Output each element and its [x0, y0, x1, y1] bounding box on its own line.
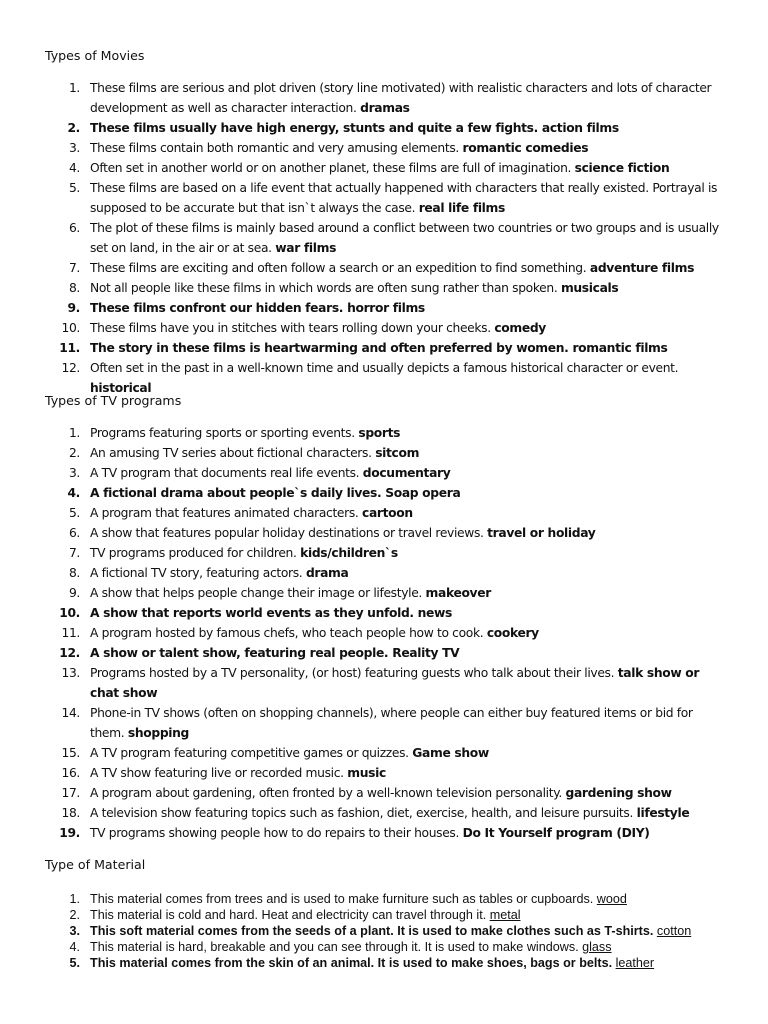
item-answer: travel or holiday [487, 526, 596, 540]
item-answer: Soap opera [385, 486, 461, 500]
item-number: 1. [68, 426, 80, 440]
item-number: 6. [68, 526, 80, 540]
item-number: 7. [68, 261, 80, 275]
item-answer: romantic comedies [462, 141, 589, 155]
item-answer: cartoon [362, 506, 413, 520]
item-answer: makeover [425, 586, 491, 600]
item-answer: glass [582, 940, 612, 954]
item-answer: Reality TV [392, 646, 460, 660]
item-answer: Do It Yourself program (DIY) [462, 826, 650, 840]
item-text: This material is cold and hard. Heat and electricity can travel through it. [90, 908, 487, 922]
item-number: 19. [59, 826, 80, 840]
item-answer: dramas [360, 101, 410, 115]
item-answer: drama [305, 566, 349, 580]
item-text: Programs hosted by a TV personality, (or host) featuring guests who talk about their lives. [90, 666, 615, 680]
item-number: 1. [69, 892, 80, 906]
item-text: A television show featuring topics such as fashion, diet, exercise, health, and leisure pursuits. [90, 806, 634, 820]
item-number: 3. [68, 466, 80, 480]
item-number: 9. [68, 586, 80, 600]
item-answer: war films [275, 241, 337, 255]
item-text: TV programs produced for children. [90, 546, 297, 560]
item-answer: real life films [418, 201, 505, 215]
item-text: TV programs showing people how to do repairs to their houses. [90, 826, 460, 840]
item-text: The plot of these films is mainly based around a conflict between two countries or two groups and is usually set on land, in the air or at sea. [90, 221, 719, 255]
item-text: Often set in another world or on another planet, these films are full of imagination. [90, 161, 572, 175]
item-answer: documentary [362, 466, 451, 480]
item-text: A show that reports world events as they unfold. [90, 606, 414, 620]
item-answer: science fiction [574, 161, 670, 175]
item-answer: metal [489, 908, 521, 922]
item-number: 10. [59, 606, 80, 620]
item-answer: comedy [494, 321, 546, 335]
item-answer: music [347, 766, 386, 780]
item-number: 5. [69, 956, 80, 970]
item-text: These films are exciting and often follow a search or an expedition to find something. [90, 261, 587, 275]
item-number: 18. [61, 806, 80, 820]
item-text: Often set in the past in a well-known time and usually depicts a famous historical character or event. [90, 361, 679, 375]
item-number: 14. [61, 706, 80, 720]
item-number: 2. [67, 121, 80, 135]
item-text: These films confront our hidden fears. [90, 301, 344, 315]
item-number: 5. [68, 181, 80, 195]
item-text: Programs featuring sports or sporting events. [90, 426, 355, 440]
item-text: These films are serious and plot driven (story line motivated) with realistic characters and lots of character development as well as character interaction. [90, 81, 712, 115]
item-number: 4. [69, 940, 80, 954]
item-number: 11. [59, 341, 80, 355]
item-answer: Game show [412, 746, 489, 760]
item-answer: talk show or chat show [90, 666, 700, 700]
item-text: A show that features popular holiday destinations or travel reviews. [90, 526, 484, 540]
item-number: 5. [68, 506, 80, 520]
item-answer: wood [596, 892, 627, 906]
item-text: A show or talent show, featuring real people. [90, 646, 389, 660]
item-number: 8. [68, 281, 80, 295]
item-number: 3. [69, 924, 80, 938]
item-answer: cotton [656, 924, 692, 938]
item-answer: news [417, 606, 453, 620]
section-heading-tv-programs: Types of TV programs [45, 393, 182, 408]
item-number: 7. [68, 546, 80, 560]
item-text: A program that features animated characters. [90, 506, 359, 520]
item-answer: horror films [347, 301, 425, 315]
item-number: 11. [61, 626, 80, 640]
item-answer: gardening show [565, 786, 672, 800]
item-answer: kids/children`s [300, 546, 398, 560]
item-number: 12. [59, 646, 80, 660]
item-text: These films have you in stitches with tears rolling down your cheeks. [90, 321, 491, 335]
item-text: A fictional drama about people`s daily lives. [90, 486, 382, 500]
item-answer: romantic films [572, 341, 668, 355]
item-text: Phone-in TV shows (often on shopping channels), where people can either buy featured items or bid for them. [90, 706, 693, 740]
item-text: These films are based on a life event that actually happened with characters that really existed. Portrayal is supposed to be accurate but that isn`t always the case. [90, 181, 718, 215]
item-text: These films contain both romantic and very amusing elements. [90, 141, 459, 155]
item-text: A fictional TV story, featuring actors. [90, 566, 303, 580]
item-number: 1. [68, 81, 80, 95]
item-answer: sports [358, 426, 401, 440]
section-heading-movies: Types of Movies [45, 48, 145, 63]
item-text: This material comes from trees and is used to make furniture such as tables or cupboards. [90, 892, 594, 906]
item-text: These films usually have high energy, stunts and quite a few fights. [90, 121, 538, 135]
item-number: 10. [61, 321, 80, 335]
item-number: 9. [67, 301, 80, 315]
item-number: 16. [61, 766, 80, 780]
item-text: An amusing TV series about fictional characters. [90, 446, 372, 460]
item-answer: sitcom [375, 446, 420, 460]
item-text: A show that helps people change their image or lifestyle. [90, 586, 422, 600]
item-number: 8. [68, 566, 80, 580]
item-text: The story in these films is heartwarming and often preferred by women. [90, 341, 569, 355]
item-text: A TV show featuring live or recorded music. [90, 766, 344, 780]
item-number: 12. [61, 361, 80, 375]
item-answer: musicals [560, 281, 619, 295]
item-text: This soft material comes from the seeds of a plant. It is used to make clothes such as T-shirts. [90, 924, 654, 938]
item-text: A TV program featuring competitive games or quizzes. [90, 746, 409, 760]
item-number: 3. [68, 141, 80, 155]
item-text: A TV program that documents real life events. [90, 466, 360, 480]
item-text: Not all people like these films in which words are often sung rather than spoken. [90, 281, 558, 295]
item-number: 4. [68, 161, 80, 175]
item-number: 17. [61, 786, 80, 800]
item-answer: shopping [127, 726, 189, 740]
item-text: This material is hard, breakable and you can see through it. It is used to make windows. [90, 940, 579, 954]
item-number: 2. [68, 446, 80, 460]
item-answer: cookery [486, 626, 539, 640]
item-answer: historical [90, 381, 152, 395]
item-number: 6. [68, 221, 80, 235]
item-number: 2. [69, 908, 80, 922]
item-answer: lifestyle [636, 806, 690, 820]
item-answer: action films [541, 121, 619, 135]
item-number: 15. [61, 746, 80, 760]
section-heading-material: Type of Material [45, 857, 146, 872]
item-text: A program about gardening, often fronted by a well-known television personality. [90, 786, 562, 800]
item-answer: adventure films [589, 261, 695, 275]
item-number: 13. [61, 666, 80, 680]
item-text: This material comes from the skin of an animal. It is used to make shoes, bags or belts. [90, 956, 613, 970]
item-text: A program hosted by famous chefs, who teach people how to cook. [90, 626, 484, 640]
item-answer: leather [615, 956, 655, 970]
item-number: 4. [67, 486, 80, 500]
